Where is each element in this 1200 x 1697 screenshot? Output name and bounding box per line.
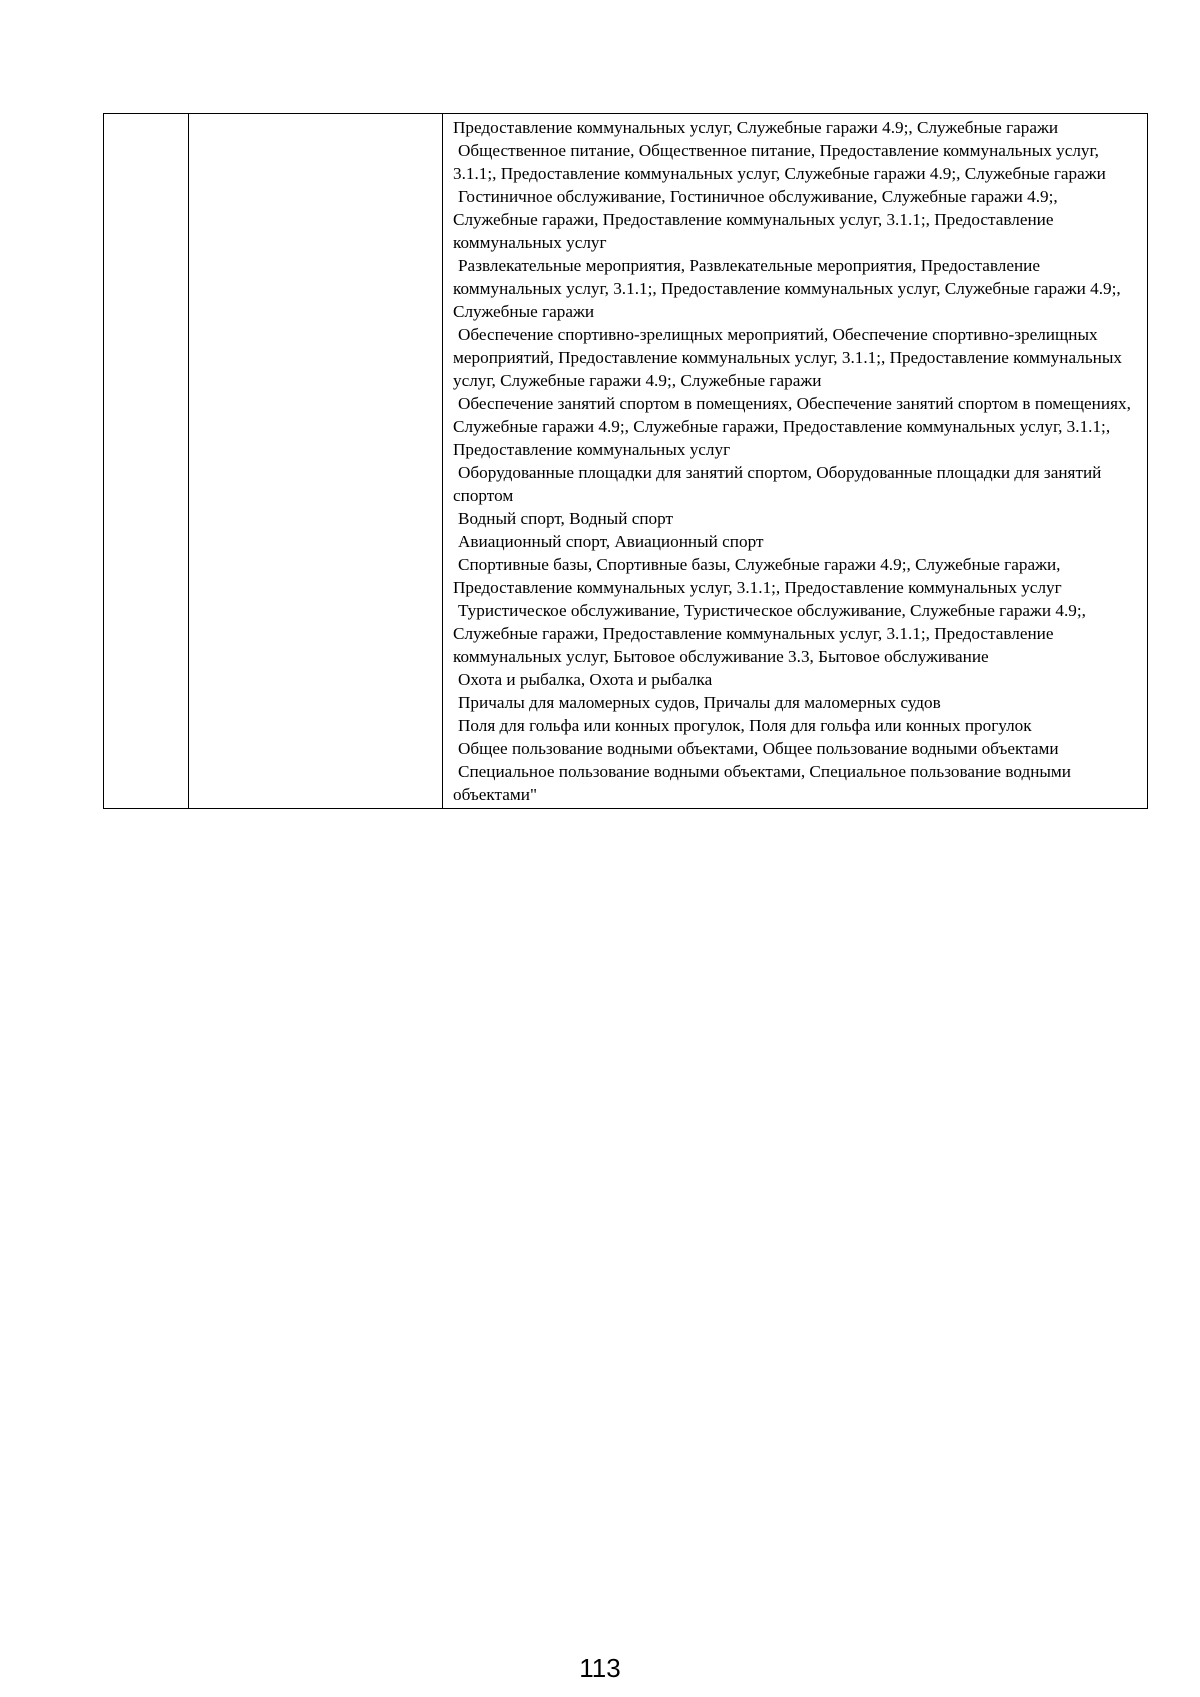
table-cell-permitted-uses <box>443 114 1148 809</box>
page-number: 113 <box>579 1653 621 1683</box>
list-item: Обеспечение спортивно-зрелищных мероприятий, Обеспечение спортивно-зрелищных мероприятий, Предоставление коммунальных услуг, 3.1.1;, Предоставление коммунальных услуг, Служебные гаражи 4.9;, Служебные гаражи <box>453 325 1123 390</box>
list-item: Поля для гольфа или конных прогулок, Поля для гольфа или конных прогулок <box>458 716 1032 735</box>
list-item: Оборудованные площадки для занятий спортом, Оборудованные площадки для занятий спортом <box>453 463 1102 505</box>
table-row <box>104 114 1148 809</box>
table-cell-zone <box>189 114 443 809</box>
list-item: Обеспечение занятий спортом в помещениях, Обеспечение занятий спортом в помещениях, Служебные гаражи 4.9;, Служебные гаражи, Предоставление коммунальных услуг, 3.1.1;, Предоставление коммунальных услуг <box>453 394 1131 459</box>
list-item: Охота и рыбалка, Охота и рыбалка <box>458 670 713 689</box>
list-item: Спортивные базы, Спортивные базы, Служебные гаражи 4.9;, Служебные гаражи, Предоставление коммунальных услуг, 3.1.1;, Предоставление коммунальных услуг <box>453 555 1062 597</box>
list-item: Специальное пользование водными объектами, Специальное пользование водными объектами" <box>453 762 1072 804</box>
list-item: Водный спорт, Водный спорт <box>458 509 673 528</box>
list-item: Общее пользование водными объектами, Общее пользование водными объектами <box>458 739 1059 758</box>
list-item: Гостиничное обслуживание, Гостиничное обслуживание, Служебные гаражи 4.9;, Служебные гаражи, Предоставление коммунальных услуг, 3.1.1;, Предоставление коммунальных услуг <box>453 187 1058 252</box>
list-item: Общественное питание, Общественное питание, Предоставление коммунальных услуг, 3.1.1;, Предоставление коммунальных услуг, Служебные гаражи 4.9;, Служебные гаражи <box>453 141 1106 183</box>
list-item: Причалы для маломерных судов, Причалы для маломерных судов <box>458 693 941 712</box>
list-item: Авиационный спорт, Авиационный спорт <box>458 532 764 551</box>
list-item: Туристическое обслуживание, Туристическое обслуживание, Служебные гаражи 4.9;, Служебные гаражи, Предоставление коммунальных услуг, 3.1.1;, Предоставление коммунальных услуг, Бытовое обслуживание 3.3, Бытовое обслуживание <box>453 601 1086 666</box>
list-item: Развлекательные мероприятия, Развлекательные мероприятия, Предоставление коммунальных услуг, 3.1.1;, Предоставление коммунальных услуг, Служебные гаражи 4.9;, Служебные гаражи <box>453 256 1121 321</box>
permitted-uses-list <box>443 114 1147 806</box>
document-table <box>103 113 1148 809</box>
table-cell-number <box>104 114 189 809</box>
list-item: Предоставление коммунальных услуг, Служебные гаражи 4.9;, Служебные гаражи <box>453 118 1059 137</box>
